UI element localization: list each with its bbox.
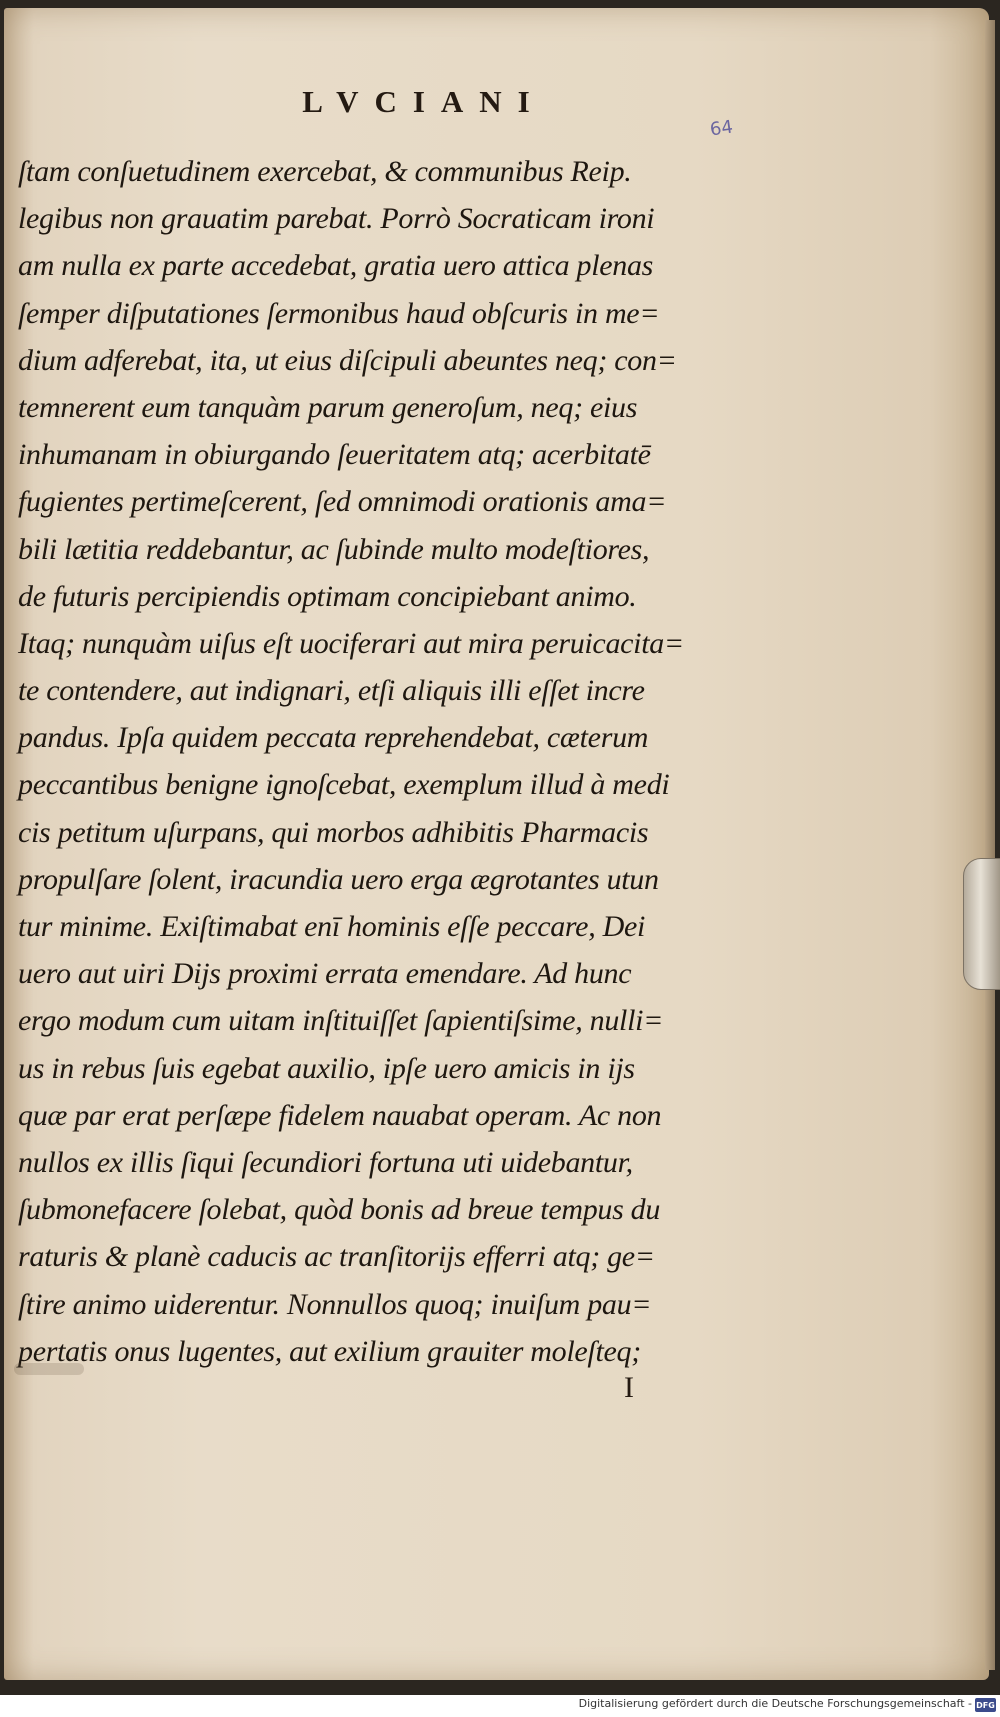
text-line: pertatis onus lugentes, aut exilium grauiter moleſteq; — [18, 1334, 641, 1368]
text-line: te contendere, aut indignari, etſi aliquis illi eſſet incre — [18, 674, 645, 708]
dfg-logo-icon: DFG — [975, 1698, 996, 1712]
body-text — [18, 148, 753, 1375]
signature-mark: I — [624, 1371, 634, 1404]
text-line: bili lætitia reddebantur, ac ſubinde multo modeſtiores, — [18, 532, 650, 566]
book-page — [4, 8, 989, 1680]
footer-bar — [0, 1695, 1000, 1717]
text-line: de futuris percipiendis optimam concipiebant animo. — [18, 579, 637, 613]
text-line: uero aut uiri Dijs proximi errata emendare. Ad hunc — [18, 957, 632, 991]
book-clip — [963, 858, 1000, 990]
text-line: ergo modum cum uitam inſtituiſſet ſapientiſsime, nulli= — [18, 1004, 664, 1038]
footer-credit: Digitalisierung gefördert durch die Deutsche Forschungsgemeinschaft - — [578, 1697, 972, 1710]
text-line: propulſare ſolent, iracundia uero erga ægrotantes utun — [18, 862, 659, 896]
text-line: us in rebus ſuis egebat auxilio, ipſe uero amicis in ijs — [18, 1051, 635, 1085]
text-line: ſtam conſuetudinem exercebat, & communibus Reip. — [18, 155, 632, 188]
text-line: am nulla ex parte accedebat, gratia uero attica plenas — [18, 249, 654, 283]
text-line: raturis & planè caducis ac tranſitorijs efferri atq; ge= — [18, 1240, 655, 1274]
page-edge — [985, 20, 995, 1670]
ink-smudge — [14, 1363, 84, 1375]
text-line: fugientes pertimeſcerent, ſed omnimodi orationis ama= — [18, 485, 667, 519]
running-head: LVCIANI — [302, 84, 546, 119]
text-line: cis petitum uſurpans, qui morbos adhibitis Pharmacis — [18, 815, 649, 849]
text-line: nullos ex illis ſiqui ſecundiori fortuna uti uidebantur, — [18, 1145, 633, 1179]
text-line: tur minime. Exiſtimabat enī hominis eſſe peccare, Dei — [18, 910, 646, 943]
text-line: legibus non grauatim parebat. Porrò Socraticam ironi — [18, 202, 655, 236]
text-line: inhumanam in obiurgando ſeueritatem atq; acerbitatē — [18, 438, 651, 472]
text-line: pandus. Ipſa quidem peccata reprehendebat, cæterum — [18, 721, 649, 755]
folio-annotation: 64 — [708, 116, 735, 141]
text-line: ſubmonefacere ſolebat, quòd bonis ad breue tempus du — [18, 1193, 661, 1227]
text-line: Itaq; nunquàm uiſus eſt uociferari aut mira peruicacita= — [18, 626, 684, 660]
text-line: dium adferebat, ita, ut eius diſcipuli abeuntes neq; con= — [18, 343, 677, 377]
text-line: ſemper diſputationes ſermonibus haud obſcuris in me= — [18, 296, 660, 330]
text-line: temnerent eum tanquàm parum generoſum, neq; eius — [18, 390, 638, 424]
text-line: peccantibus benigne ignoſcebat, exemplum illud à medi — [18, 768, 670, 802]
text-line: ſtire animo uiderentur. Nonnullos quoq; inuiſum pau= — [18, 1287, 652, 1321]
text-line: quæ par erat perſæpe fidelem nauabat operam. Ac non — [18, 1098, 662, 1132]
